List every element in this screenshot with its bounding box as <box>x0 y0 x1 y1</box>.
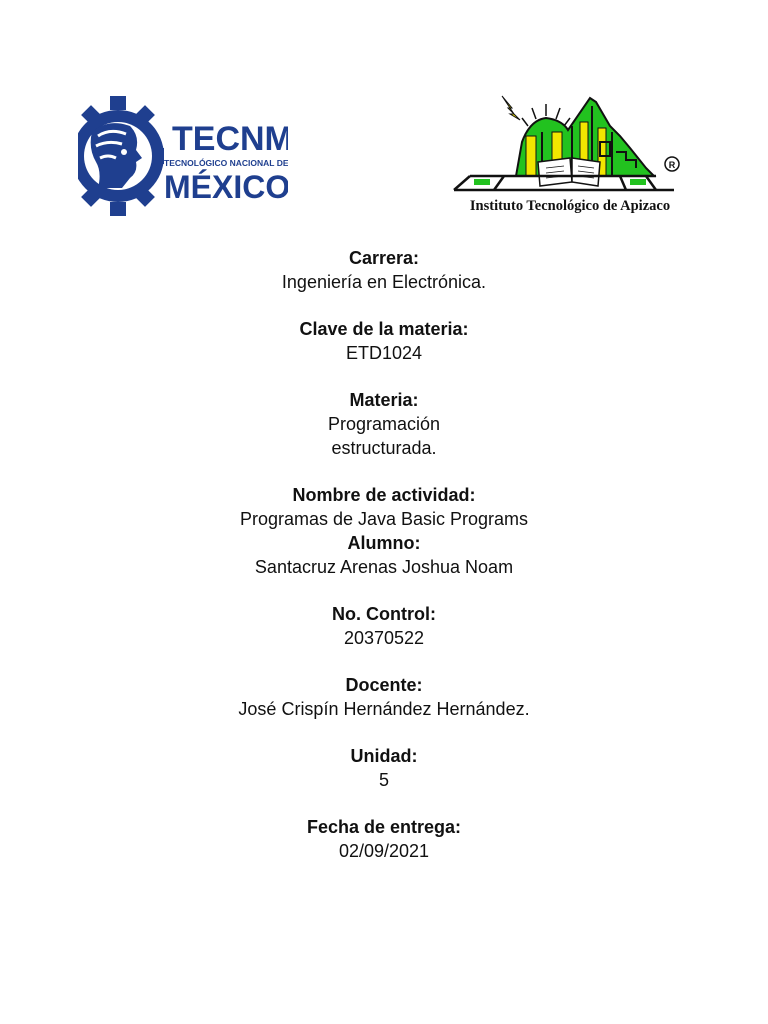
docente-section <box>0 673 768 721</box>
actividad-section <box>0 483 768 531</box>
actividad-value: Programas de Java Basic Programs <box>239 509 529 529</box>
ita-emblem <box>450 92 690 196</box>
tecnm-mexico: MÉXICO <box>164 169 288 205</box>
svg-text:R: R <box>668 160 676 170</box>
unidad-value: 5 <box>378 770 389 790</box>
alumno-value: Santacruz Arenas Joshua Noam <box>254 557 514 577</box>
fecha-section <box>0 815 768 863</box>
alumno-section <box>0 531 768 579</box>
cover-info <box>0 246 768 863</box>
carrera-value: Ingeniería en Electrónica. <box>281 272 487 292</box>
control-section <box>0 602 768 650</box>
control-label: No. Control: <box>332 604 436 624</box>
materia-label: Materia: <box>349 390 419 410</box>
ita-logo <box>450 92 690 220</box>
unidad-label: Unidad: <box>350 746 418 766</box>
tecnm-logo <box>78 92 288 220</box>
carrera-section <box>0 246 768 294</box>
carrera-label: Carrera: <box>348 248 420 268</box>
unidad-section <box>0 744 768 792</box>
tecnm-title: TECNM <box>172 120 288 158</box>
materia-section <box>0 388 768 460</box>
materia-value: Programación estructurada. <box>327 414 441 458</box>
ita-caption: Instituto Tecnológico de Apizaco <box>469 198 671 214</box>
clave-label: Clave de la materia: <box>299 319 469 339</box>
clave-value: ETD1024 <box>345 343 423 363</box>
fecha-label: Fecha de entrega: <box>306 817 462 837</box>
tecnm-emblem <box>78 92 288 220</box>
tecnm-subtitle: TECNOLÓGICO NACIONAL DE <box>164 158 288 168</box>
actividad-label: Nombre de actividad: <box>292 485 476 505</box>
control-value: 20370522 <box>343 628 425 648</box>
fecha-value: 02/09/2021 <box>338 841 430 861</box>
alumno-label: Alumno: <box>347 533 421 553</box>
docente-value: José Crispín Hernández Hernández. <box>238 699 530 719</box>
clave-section <box>0 317 768 365</box>
docente-label: Docente: <box>345 675 423 695</box>
